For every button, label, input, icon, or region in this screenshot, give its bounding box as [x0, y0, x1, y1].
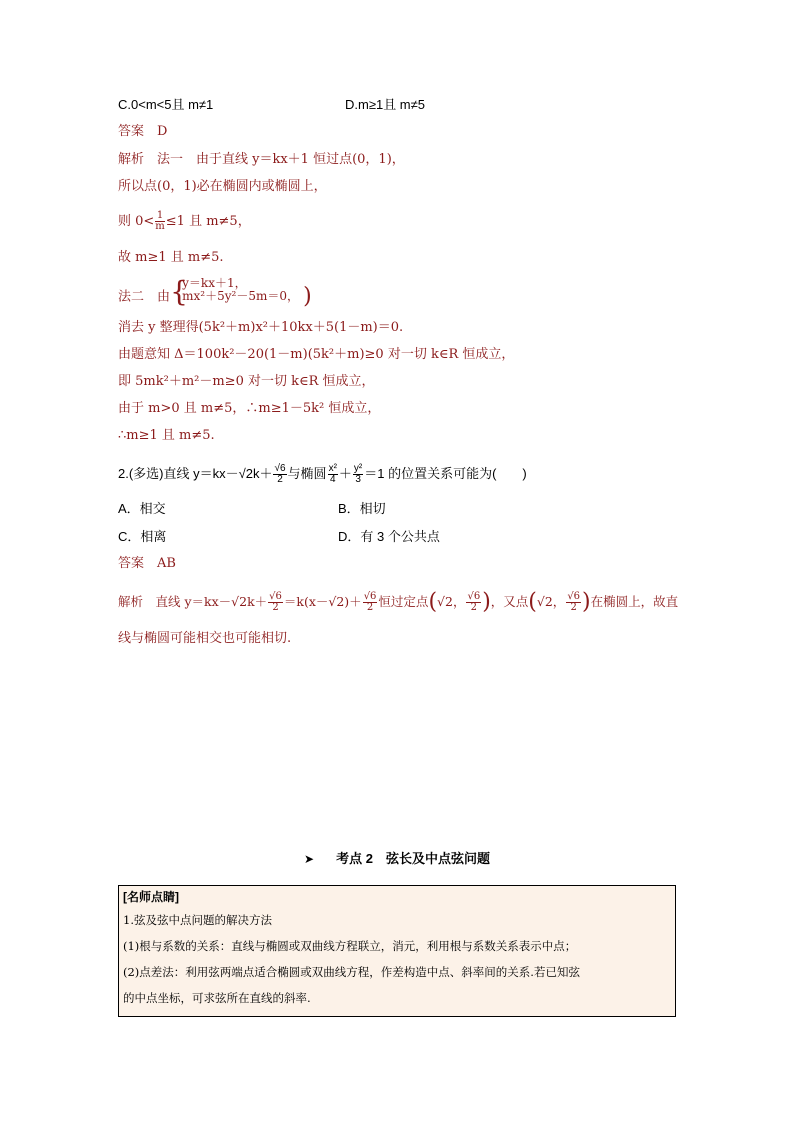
- fraction-numerator: 1: [156, 210, 164, 221]
- section-title: 考点 2 弦长及中点弦问题: [336, 851, 490, 866]
- fraction-numerator: √6: [274, 463, 286, 474]
- fraction-numerator: √6: [567, 591, 581, 602]
- option-a: A．相交: [118, 501, 166, 516]
- section-heading: [0, 848, 794, 867]
- solution-method2-line4: 即 5mk²＋m²－m≥0 对一切 k∈R 恒成立，: [118, 374, 375, 389]
- system-eq2: mx²＋5y²－5m＝0，: [182, 289, 299, 303]
- fraction-denominator: 2: [470, 602, 477, 613]
- brace-icon: {: [170, 275, 188, 308]
- text: 恒过定点: [378, 594, 429, 609]
- text: 2.(多选)直线 y＝kx－√2k＋: [118, 465, 273, 481]
- fraction-numerator: √6: [269, 591, 282, 602]
- fraction-numerator: √6: [363, 591, 377, 602]
- option-c: C.0<m<5且 m≠1: [118, 97, 214, 112]
- fraction-denominator: m: [155, 221, 165, 232]
- solution-method1-line3: [118, 211, 251, 232]
- fraction-denominator: 2: [272, 602, 279, 613]
- fraction: [353, 464, 363, 485]
- fraction-denominator: 2: [570, 602, 577, 613]
- answer-q1: 答案 D: [118, 124, 168, 139]
- solution-method1-intro: 解析 法一 由于直线 y＝kx＋1 恒过点(0，1)，: [118, 152, 405, 167]
- fraction: [466, 592, 481, 613]
- close-paren: ): [303, 284, 312, 309]
- fraction: [268, 592, 283, 613]
- option-d: D.m≥1且 m≠5: [345, 97, 425, 112]
- text: ，又点: [490, 594, 529, 609]
- right-paren: ): [482, 589, 491, 615]
- fraction-denominator: 4: [329, 474, 336, 485]
- point-x: √2，: [437, 594, 466, 609]
- solution-method2-line2: 消去 y 整理得(5k²＋m)x²＋10kx＋5(1－m)＝0.: [118, 320, 404, 335]
- solution-q2-line1: [118, 589, 679, 615]
- solution-method2-system: [118, 275, 312, 310]
- text: ＝k(x－√2)＋: [283, 594, 362, 609]
- fraction-numerator: x²: [328, 463, 337, 474]
- fraction-denominator: 2: [366, 602, 374, 613]
- fraction: [328, 464, 338, 485]
- tip-box-line2: (1)根与系数的关系：直线与椭圆或双曲线方程联立，消元，利用根与系数关系表示中点；: [123, 939, 577, 953]
- option-d: D．有 3 个公共点: [338, 529, 440, 544]
- solution-q2-line2: 线与椭圆可能相交也可能相切.: [118, 631, 292, 646]
- fraction-denominator: 3: [355, 474, 361, 485]
- text: 与椭圆: [287, 465, 327, 481]
- tip-box: [118, 885, 676, 1017]
- fraction: [273, 464, 286, 485]
- text: ＝1 的位置关系可能为( ): [364, 465, 527, 481]
- left-paren: (: [528, 589, 537, 615]
- solution-method1-line2: 所以点(0，1)必在椭圆内或椭圆上，: [118, 179, 327, 194]
- fraction: [566, 592, 581, 613]
- question-2-stem: [118, 464, 527, 485]
- text: ≤1 且 m≠5，: [165, 214, 251, 229]
- answer-q2: 答案 AB: [118, 556, 176, 571]
- fraction: [363, 592, 378, 613]
- fraction-numerator: y²: [353, 463, 363, 474]
- solution-method2-line6: ∴m≥1 且 m≠5.: [118, 428, 215, 443]
- solution-method2-line3: 由题意知 Δ＝100k²－20(1－m)(5k²＋m)≥0 对一切 k∈R 恒成立，: [118, 347, 515, 362]
- tip-box-line1: 1.弦及弦中点问题的解决方法: [123, 913, 272, 927]
- fraction-numerator: √6: [467, 591, 481, 602]
- text: ＋: [338, 465, 352, 481]
- solution-method2-line5: 由于 m>0 且 m≠5，∴m≥1－5k² 恒成立，: [118, 401, 381, 416]
- fraction: [155, 211, 164, 232]
- point-x: √2，: [536, 594, 566, 609]
- text: 在椭圆上，故直: [590, 594, 679, 609]
- right-paren: ): [582, 589, 591, 615]
- method2-label: 法二 由: [118, 289, 171, 305]
- tip-box-line3: (2)点差法：利用弦两端点适合椭圆或双曲线方程，作差构造中点、斜率间的关系.若已知弦: [123, 965, 580, 979]
- fraction-denominator: 2: [277, 474, 283, 485]
- equation-system: [170, 275, 299, 308]
- text: 则 0<: [118, 214, 155, 229]
- text: 解析 直线 y＝kx－√2k＋: [118, 594, 268, 609]
- solution-method1-line4: 故 m≥1 且 m≠5.: [118, 250, 224, 265]
- tip-box-title: [名师点睛]: [123, 890, 179, 904]
- left-paren: (: [428, 589, 438, 615]
- arrow-icon: ➤: [304, 852, 315, 866]
- tip-box-line4: 的中点坐标，可求弦所在直线的斜率.: [123, 991, 311, 1005]
- option-c: C．相离: [118, 529, 167, 544]
- system-eq1: y＝kx＋1，: [182, 276, 247, 290]
- option-b: B．相切: [338, 501, 386, 516]
